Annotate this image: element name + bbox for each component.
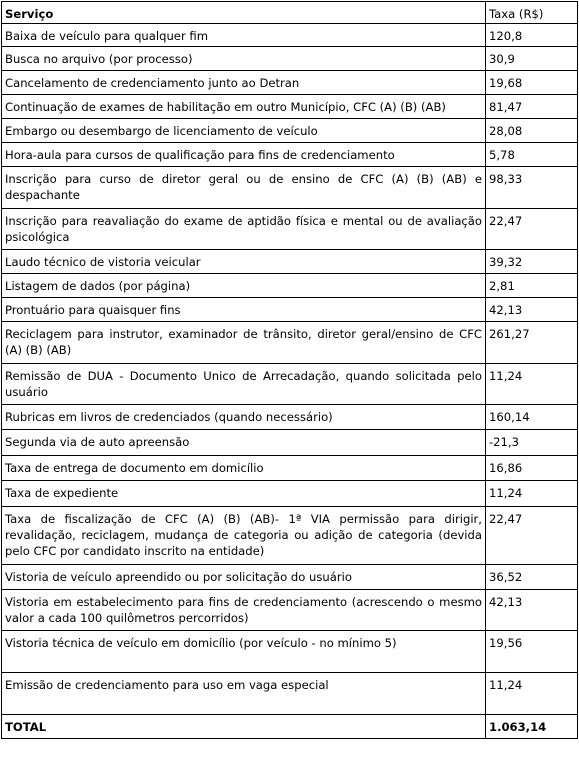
fee-cell: 22,47 xyxy=(486,209,578,250)
table-row xyxy=(2,95,578,119)
fee-cell: 16,86 xyxy=(486,456,578,481)
fee-cell: 11,24 xyxy=(486,673,578,715)
fee-cell: 42,13 xyxy=(486,590,578,631)
table-row xyxy=(2,274,578,298)
fee-cell: 2,81 xyxy=(486,274,578,298)
fee-cell: -21,3 xyxy=(486,430,578,456)
table-row xyxy=(2,119,578,143)
table-row xyxy=(2,143,578,167)
fee-cell: 261,27 xyxy=(486,322,578,364)
service-cell: Listagem de dados (por página) xyxy=(2,274,486,298)
service-cell: Reciclagem para instrutor, examinador de trânsito, diretor geral/ensino de CFC (A) (B) (AB) xyxy=(2,322,486,364)
fee-cell: 22,47 xyxy=(486,507,578,565)
service-cell: Continuação de exames de habilitação em outro Município, CFC (A) (B) (AB) xyxy=(2,95,486,119)
table-row xyxy=(2,481,578,507)
total-value: 1.063,14 xyxy=(486,715,578,739)
service-cell: Prontuário para quaisquer fins xyxy=(2,298,486,322)
service-cell: Hora-aula para cursos de qualificação para fins de credenciamento xyxy=(2,143,486,167)
total-label: TOTAL xyxy=(2,715,486,739)
service-cell: Taxa de entrega de documento em domicílio xyxy=(2,456,486,481)
fee-cell: 36,52 xyxy=(486,565,578,590)
service-cell: Inscrição para curso de diretor geral ou de ensino de CFC (A) (B) (AB) e despachante xyxy=(2,167,486,209)
service-cell: Taxa de fiscalização de CFC (A) (B) (AB)- 1ª VIA permissão para dirigir, revalidação, reciclagem, mudança de categoria ou adição de categoria (devida pelo CFC por candidato inscrito na entidade) xyxy=(2,507,486,565)
service-cell: Vistoria de veículo apreendido ou por solicitação do usuário xyxy=(2,565,486,590)
table-row xyxy=(2,24,578,47)
fee-cell: 160,14 xyxy=(486,405,578,430)
fee-cell: 28,08 xyxy=(486,119,578,143)
fee-cell: 11,24 xyxy=(486,481,578,507)
fee-cell: 19,56 xyxy=(486,631,578,673)
table-row xyxy=(2,673,578,715)
table-row xyxy=(2,430,578,456)
table-row xyxy=(2,456,578,481)
table-row xyxy=(2,565,578,590)
table-row xyxy=(2,298,578,322)
service-cell: Baixa de veículo para qualquer fim xyxy=(2,24,486,47)
service-cell: Inscrição para reavaliação do exame de aptidão física e mental ou de avaliação psicológica xyxy=(2,209,486,250)
table-row xyxy=(2,167,578,209)
fee-cell: 98,33 xyxy=(486,167,578,209)
table-row xyxy=(2,631,578,673)
service-cell: Remissão de DUA - Documento Unico de Arrecadação, quando solicitada pelo usuário xyxy=(2,364,486,405)
table-row xyxy=(2,209,578,250)
fee-cell: 5,78 xyxy=(486,143,578,167)
service-cell: Segunda via de auto apreensão xyxy=(2,430,486,456)
service-cell: Cancelamento de credenciamento junto ao Detran xyxy=(2,71,486,95)
service-cell: Taxa de expediente xyxy=(2,481,486,507)
service-cell: Vistoria técnica de veículo em domicílio (por veículo - no mínimo 5) xyxy=(2,631,486,673)
table-row xyxy=(2,322,578,364)
fees-table xyxy=(1,1,578,739)
table-row xyxy=(2,507,578,565)
table-row xyxy=(2,71,578,95)
fee-cell: 11,24 xyxy=(486,364,578,405)
table-row xyxy=(2,405,578,430)
table-row xyxy=(2,590,578,631)
service-cell: Vistoria em estabelecimento para fins de credenciamento (acrescendo o mesmo valor a cada 100 quilômetros percorridos) xyxy=(2,590,486,631)
service-cell: Embargo ou desembargo de licenciamento de veículo xyxy=(2,119,486,143)
fee-cell: 120,8 xyxy=(486,24,578,47)
fee-cell: 19,68 xyxy=(486,71,578,95)
table-row xyxy=(2,364,578,405)
header-service: Serviço xyxy=(2,2,486,24)
service-cell: Rubricas em livros de credenciados (quando necessário) xyxy=(2,405,486,430)
service-cell: Busca no arquivo (por processo) xyxy=(2,47,486,71)
service-cell: Laudo técnico de vistoria veicular xyxy=(2,250,486,274)
fee-cell: 30,9 xyxy=(486,47,578,71)
fee-cell: 42,13 xyxy=(486,298,578,322)
fee-cell: 39,32 xyxy=(486,250,578,274)
table-row xyxy=(2,250,578,274)
table-header-row xyxy=(2,2,578,24)
fee-cell: 81,47 xyxy=(486,95,578,119)
total-row xyxy=(2,715,578,739)
header-fee: Taxa (R$) xyxy=(486,2,578,24)
table-row xyxy=(2,47,578,71)
service-cell: Emissão de credenciamento para uso em vaga especial xyxy=(2,673,486,715)
